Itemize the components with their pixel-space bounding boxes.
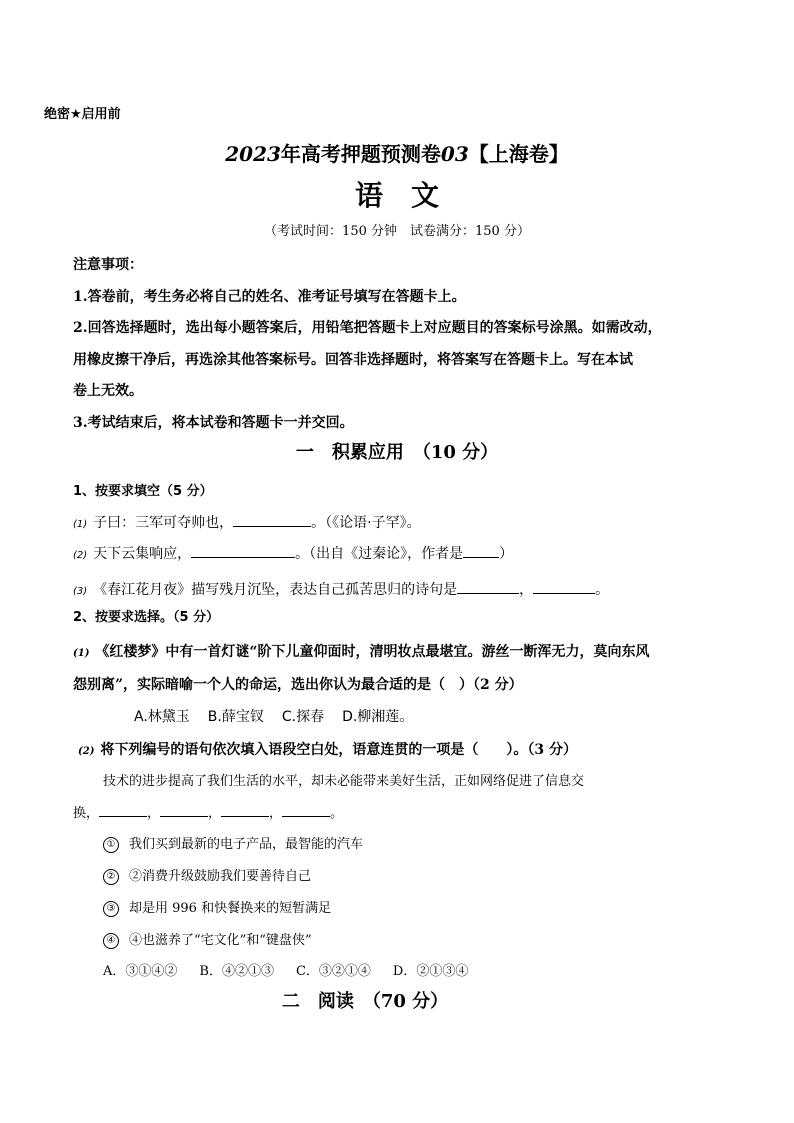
title-year: 2023 [225, 142, 281, 166]
q1-1-blank[interactable] [233, 514, 311, 527]
q2-2-blank-1[interactable] [99, 804, 147, 817]
q1-2-text: 天下云集响应， [93, 546, 192, 562]
q2-2-item-4 [103, 929, 312, 949]
item-3-text: 却是用 996 和快餐换来的短暂满足 [129, 901, 332, 916]
q1-title: 1、按要求填空（5 分） [73, 484, 213, 499]
item-1-text: 我们买到最新的电子产品，最智能的汽车 [129, 837, 364, 852]
note-2-line-2: 用橡皮擦干净后，再选涂其他答案标号。回答非选择题时，将答案写在答题卡上。写在本试 [73, 352, 633, 368]
q2-2-item-2 [103, 865, 311, 885]
q2-2-item-1 [103, 833, 363, 853]
q1-2-author-blank[interactable] [463, 545, 499, 558]
item-4-mark: ④ [103, 933, 119, 949]
q1-3-end: 。 [595, 582, 610, 598]
q1-2-tail: 。（出自《过秦论》，作者是 [295, 546, 464, 562]
option-b[interactable]: B.薛宝钗 [207, 709, 264, 725]
note-2-line-1: 2.回答选择题时，选出每小题答案后，用铅笔把答题卡上对应题目的答案标号涂黑。如需改动， [73, 320, 662, 336]
item-1-mark: ① [103, 837, 119, 853]
q2-2-number: (2) [78, 746, 95, 757]
secret-label: 绝密★启用前 [44, 107, 121, 122]
q1-2-end: ） [499, 546, 514, 562]
item-3-mark: ③ [103, 901, 119, 917]
q2-2-sep-3: ， [269, 806, 283, 821]
q2-2-sep-1: ， [147, 806, 161, 821]
q1-1-tail: 。（《论语·子罕》。 [311, 515, 421, 531]
note-1: 1.答卷前，考生务必将自己的姓名、准考证号填写在答题卡上。 [73, 289, 466, 305]
q1-2-blank[interactable] [191, 545, 295, 558]
q2-1-options [134, 706, 413, 726]
section-1-title: 一 积累应用 （10 分） [295, 442, 499, 463]
option-d[interactable]: D.柳湘莲。 [342, 709, 414, 725]
q2-2-text: 将下列编号的语句依次填入语段空白处，语意连贯的一项是（ ）。（3 分） [100, 742, 578, 758]
q2-2-prompt [78, 739, 577, 759]
q2-1-line-1 [73, 641, 649, 661]
exam-info: （考试时间：150 分钟 试卷满分：150 分） [264, 224, 530, 239]
q2-2-paragraph-line-2 [73, 802, 343, 821]
title-main: 年高考押题预测卷 [280, 142, 441, 166]
q2-2-paragraph-line-1: 技术的进步提高了我们生活的水平，却未必能带来美好生活，正如网络促进了信息交 [103, 774, 585, 789]
q1-3-number: (3) [73, 586, 88, 597]
q1-1 [73, 512, 421, 532]
option-a[interactable]: A.林黛玉 [134, 709, 190, 725]
q2-1-number: (1) [73, 648, 90, 659]
q2-2-choices [103, 960, 468, 979]
q1-3-sep: ， [519, 582, 534, 598]
choice-b[interactable]: B．④②①③ [199, 964, 274, 979]
title-region: 【上海卷】 [468, 142, 569, 166]
q1-3-blank-2[interactable] [533, 581, 595, 594]
notes-heading: 注意事项： [73, 257, 143, 273]
choice-d[interactable]: D．②①③④ [392, 964, 469, 979]
q2-2-item-3 [103, 897, 331, 917]
subject-title: 语 文 [354, 179, 439, 212]
q1-1-text: 子曰：三军可夺帅也， [93, 515, 234, 531]
q1-2-number: (2) [73, 550, 88, 561]
q2-2-blank-2[interactable] [160, 804, 208, 817]
item-2-mark: ② [103, 869, 119, 885]
title-num: 03 [440, 142, 469, 166]
q2-title: 2、按要求选择。（5 分） [73, 610, 220, 625]
q2-1-line-2: 怨别离”，实际暗喻一个人的命运，选出你认为最合适的是（ ）（2 分） [73, 677, 523, 693]
paper-title [0, 138, 794, 167]
q1-1-number: (1) [73, 519, 88, 530]
q1-3 [73, 579, 609, 599]
note-2-line-3: 卷上无效。 [73, 383, 143, 399]
q1-3-blank-1[interactable] [457, 581, 519, 594]
q2-2-blank-3[interactable] [221, 804, 269, 817]
note-3: 3.考试结束后，将本试卷和答题卡一并交回。 [73, 415, 354, 431]
q2-2-sep-2: ， [208, 806, 222, 821]
section-2-title: 二 阅读 （70 分） [281, 991, 449, 1012]
q2-2-para-start: 换， [73, 806, 100, 821]
q2-2-blank-4[interactable] [282, 804, 330, 817]
choice-a[interactable]: A．③①④② [103, 964, 178, 979]
q1-2 [73, 543, 513, 563]
option-c[interactable]: C.探春 [281, 709, 325, 725]
item-4-text: ④也滋养了“宅文化”和“键盘侠” [129, 933, 312, 948]
q2-1-text-a: 《红楼梦》中有一首灯谜“阶下儿童仰面时，清明妆点最堪宜。游丝一断浑无力，莫向东风 [95, 644, 650, 660]
q2-2-end: 。 [330, 806, 344, 821]
choice-c[interactable]: C．③②①④ [295, 964, 371, 979]
q1-3-text: 《春江花月夜》描写残月沉坠，表达自己孤苦思归的诗句是 [93, 582, 458, 598]
item-2-text: ②消费升级鼓励我们要善待自己 [129, 869, 312, 884]
